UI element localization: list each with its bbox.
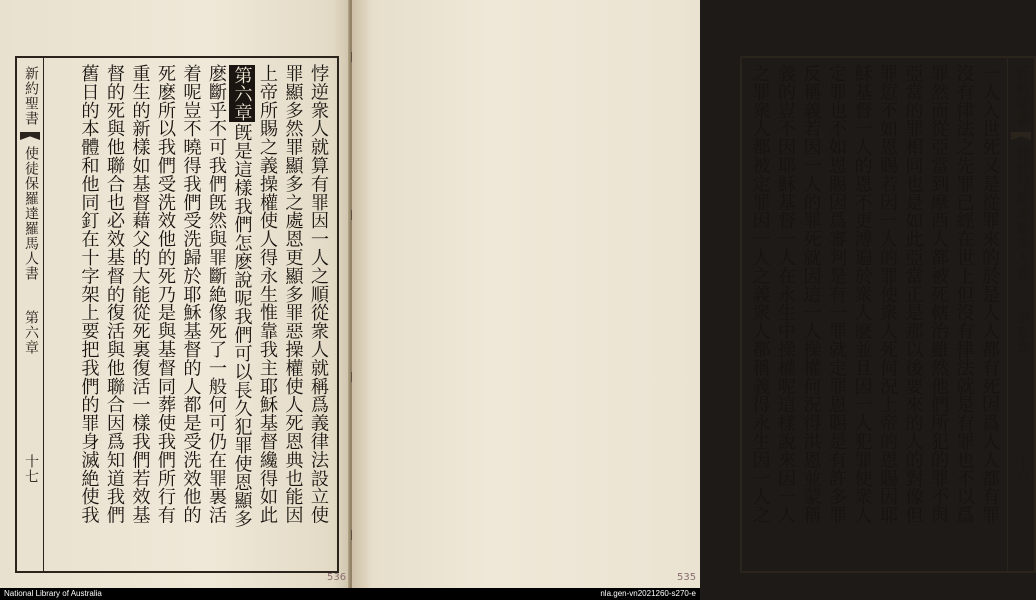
- right-page-stamp: 535: [677, 572, 697, 583]
- left-page: [0, 0, 350, 588]
- fish-tail-ornament-icon: [20, 132, 40, 140]
- text-column: 上帝所賜之義操權使人得永生惟靠我主耶穌基督纔得如此: [257, 64, 278, 524]
- text-column: 罪然而從亞當到摩西人都被死轄治雖然他們所犯的罪不與: [928, 64, 949, 524]
- text-column: 一人入世死又是從罪來的於是人人都有死因爲人人都有罪: [979, 64, 1000, 524]
- text-column-body: 旣是這樣我們怎麽說呢我們可以長久犯罪使恩顯多: [231, 123, 253, 529]
- chapter-heading-inline: 第六章: [229, 65, 255, 122]
- text-column: 反稱義若因一人的罪死就因這一人操權何況得洪恩並蒙稱: [800, 64, 822, 524]
- text-column: 義的豈不因耶穌基督一人在永生中操權呢這樣說來因一人: [775, 64, 796, 524]
- right-page-sidebar: [1007, 58, 1034, 571]
- text-column: 之罪衆人都被定罪因一人之義衆人都稱義得永生因一人之: [749, 64, 771, 524]
- left-running-title: 新約聖書: [23, 66, 39, 126]
- right-running-title: 新約聖書: [1014, 66, 1030, 126]
- right-chapter-label: 第五章: [1014, 310, 1030, 355]
- text-column: 麽斷乎不可我們旣然與罪斷絶像死了一般何可仍在罪裏活: [206, 64, 227, 524]
- archive-footer-bar: [0, 588, 700, 600]
- left-page-stamp: 536: [327, 572, 347, 583]
- text-column: 亞當的罪相同也是如此亞當正是那以後要來的人的對像但: [902, 64, 924, 524]
- text-column: 着呢豈不曉得我們受洗歸於耶穌基督的人都是受洗效他的: [180, 64, 202, 524]
- text-column: 悖逆衆人就算有罪因一人之順從衆人就稱爲義律法設立使: [308, 64, 329, 524]
- right-page: [352, 0, 1030, 588]
- text-column: [229, 64, 255, 565]
- right-book-title: 使徒保羅達羅馬人書: [1014, 146, 1030, 281]
- fish-tail-ornament-icon: [1011, 132, 1031, 140]
- left-page-sidebar: [17, 58, 44, 571]
- right-page-frame: [740, 56, 1036, 573]
- text-column: 督的死與他聯合也必效基督的復活與他聯合因爲知道我們: [104, 64, 125, 524]
- footer-item-id: nla.gen-vn2021260-s270-e: [600, 589, 696, 598]
- left-page-number: 十七: [23, 454, 39, 484]
- left-book-title: 使徒保羅達羅馬人書: [23, 146, 39, 281]
- text-column: 沒有律法之先罪已經在世上但沒有律法就是有罪也不以爲: [953, 64, 975, 524]
- text-column: 穌基督一人的恩不更溥遍於衆人麽並且因一人犯罪使衆人: [851, 64, 873, 524]
- right-page-text: [748, 64, 1002, 565]
- text-column: 罪愆不如恩賜若因一人的罪使衆人死何況上帝的恩賜因耶: [877, 64, 898, 524]
- text-column: 重生的新樣如基督藉父的大能從死裏復活一樣我們若效基: [129, 64, 151, 524]
- left-page-frame: [15, 56, 339, 573]
- text-column: 罪顯多然罪顯多之處恩更顯多罪惡操權使人死恩典也能因: [282, 64, 304, 524]
- text-column: 舊日的本體和他同釘在十字架上要把我們的罪身滅絶使我: [78, 64, 100, 524]
- left-chapter-label: 第六章: [23, 310, 39, 355]
- right-page-number: 十六: [1014, 454, 1030, 484]
- left-page-text: [49, 64, 331, 565]
- text-column: 死麽所以我們受洗效他的死乃是與基督同葬使我們所行有: [155, 64, 176, 524]
- text-column: 定罪也不如恩賜因爲審判是有一罪就定罪恩賜是有許多罪: [826, 64, 847, 524]
- footer-library-name: National Library of Australia: [4, 589, 102, 598]
